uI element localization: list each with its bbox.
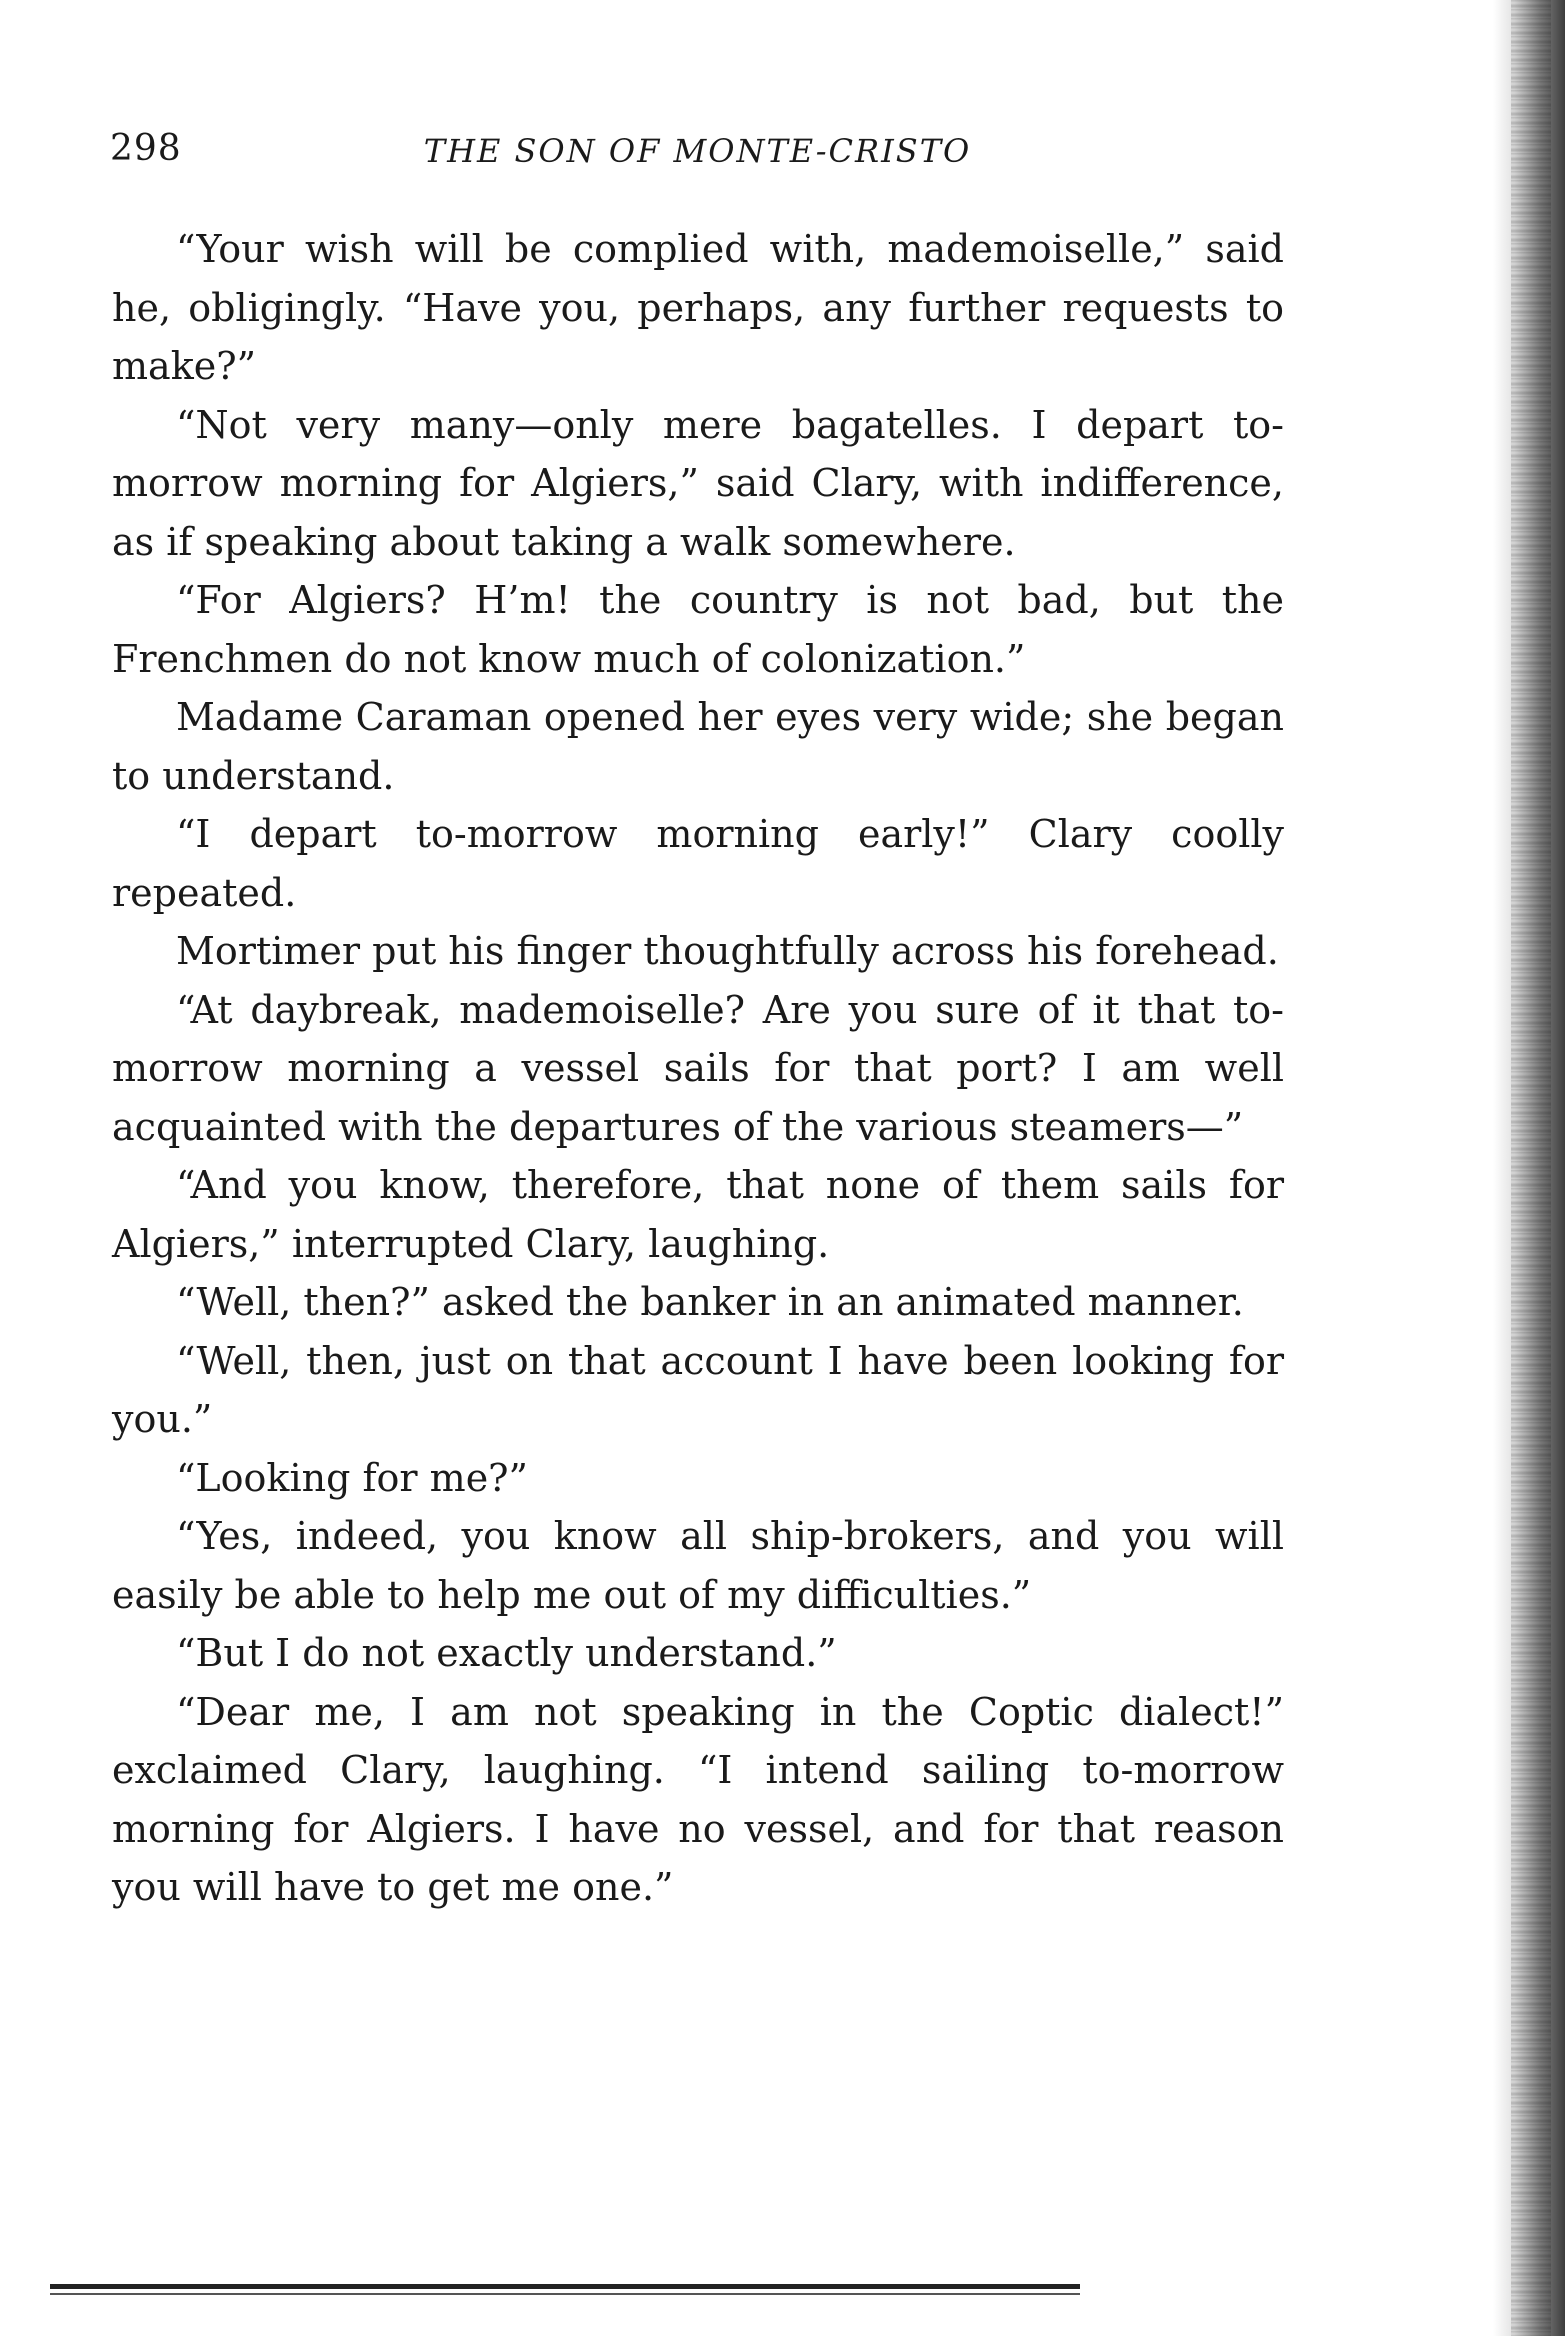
paragraph: “Yes, indeed, you know all ship-brokers, and you will easily be able to help me out of my difficulties.” (112, 1514, 1284, 1617)
paragraph: “Not very many—only mere bagatelles. I depart to-morrow morning for Algiers,” said Clary, with indifference, as if speaking about taking a walk somewhere. (112, 402, 1284, 564)
paragraph: “For Algiers? H’m! the country is not bad, but the Frenchmen do not know much of colonization.” (112, 578, 1284, 681)
page-gutter-shadow (1493, 0, 1565, 2336)
page-number: 298 (110, 128, 182, 169)
body-text (112, 220, 1284, 1917)
bottom-rule (50, 2284, 1080, 2289)
paragraph: “Your wish will be complied with, mademoiselle,” said he, obligingly. “Have you, perhaps, any further requests to make?” (112, 227, 1284, 388)
paragraph: “At daybreak, mademoiselle? Are you sure of it that to-morrow morning a vessel sails for that port? I am well acquainted with the departures of the various steamers—” (112, 987, 1284, 1149)
paragraph: “Well, then?” asked the banker in an animated manner. (176, 1280, 1244, 1324)
running-title: THE SON OF MONTE-CRISTO (423, 132, 972, 170)
paragraph: “But I do not exactly understand.” (176, 1631, 837, 1675)
bottom-rule-thin (50, 2293, 1080, 2295)
paragraph: Madame Caraman opened her eyes very wide; she began to understand. (112, 695, 1284, 798)
paragraph: “Dear me, I am not speaking in the Coptic dialect!” exclaimed Clary, laughing. “I intend sailing to-morrow morning for Algiers. I have no vessel, and for that reason you will have to get me one.” (112, 1689, 1284, 1909)
paragraph: “I depart to-morrow morning early!” Clary coolly repeated. (112, 812, 1284, 915)
paragraph: “Looking for me?” (176, 1455, 528, 1500)
paragraph: “And you know, therefore, that none of them sails for Algiers,” interrupted Clary, laughing. (112, 1163, 1284, 1266)
page-header (110, 128, 1285, 188)
paragraph: Mortimer put his finger thoughtfully across his forehead. (176, 929, 1279, 973)
paragraph: “Well, then, just on that account I have been looking for you.” (112, 1338, 1284, 1441)
